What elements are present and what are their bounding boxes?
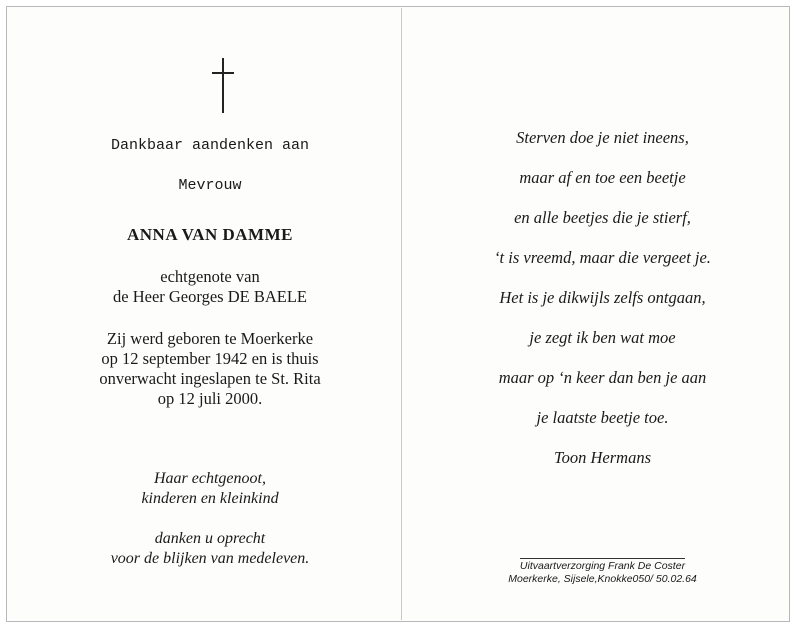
funeral-director-name xyxy=(415,558,790,572)
poem-line: je zegt ik ben wat moe xyxy=(529,328,676,347)
cross-icon xyxy=(212,58,234,113)
funeral-director-contact: Moerkerke, Sijsele,Knokke050/ 50.02.64 xyxy=(508,573,697,585)
deceased-name: ANNA VAN DAMME xyxy=(127,225,293,244)
bio-line-2: op 12 september 1942 en is thuis xyxy=(101,349,319,368)
thanks-line-1: danken u oprecht xyxy=(154,530,266,547)
funeral-director-label: Uitvaartverzorging Frank De Coster xyxy=(519,560,686,572)
bio-line-4: op 12 juli 2000. xyxy=(157,389,263,408)
poem-line: ‘t is vreemd, maar die vergeet je. xyxy=(494,248,711,267)
family-line-2: kinderen en kleinkind xyxy=(141,490,279,507)
poem-line: Het is je dikwijls zelfs ontgaan, xyxy=(499,288,706,307)
bio-line-1: Zij werd geboren te Moerkerke xyxy=(106,329,314,348)
poem-line: en alle beetjes die je stierf, xyxy=(514,208,691,227)
thanks-line-2: voor de blijken van medeleven. xyxy=(110,550,310,567)
family-line-1: Haar echtgenoot, xyxy=(154,470,266,487)
poem-line: maar op ‘n keer dan ben je aan xyxy=(498,368,707,387)
title-text: Mevrouw xyxy=(178,177,242,194)
poem-line: maar af en toe een beetje xyxy=(519,168,686,187)
spouse-line-1: echtgenote van xyxy=(160,267,260,286)
intro-text: Dankbaar aandenken aan xyxy=(110,137,310,154)
poem-author: Toon Hermans xyxy=(553,448,652,467)
bio-line-3: onverwacht ingeslapen te St. Rita xyxy=(99,369,321,388)
spouse-line-2: de Heer Georges DE BAELE xyxy=(113,287,307,306)
poem-line: Sterven doe je niet ineens, xyxy=(516,128,689,147)
poem-line: je laatste beetje toe. xyxy=(536,408,669,427)
